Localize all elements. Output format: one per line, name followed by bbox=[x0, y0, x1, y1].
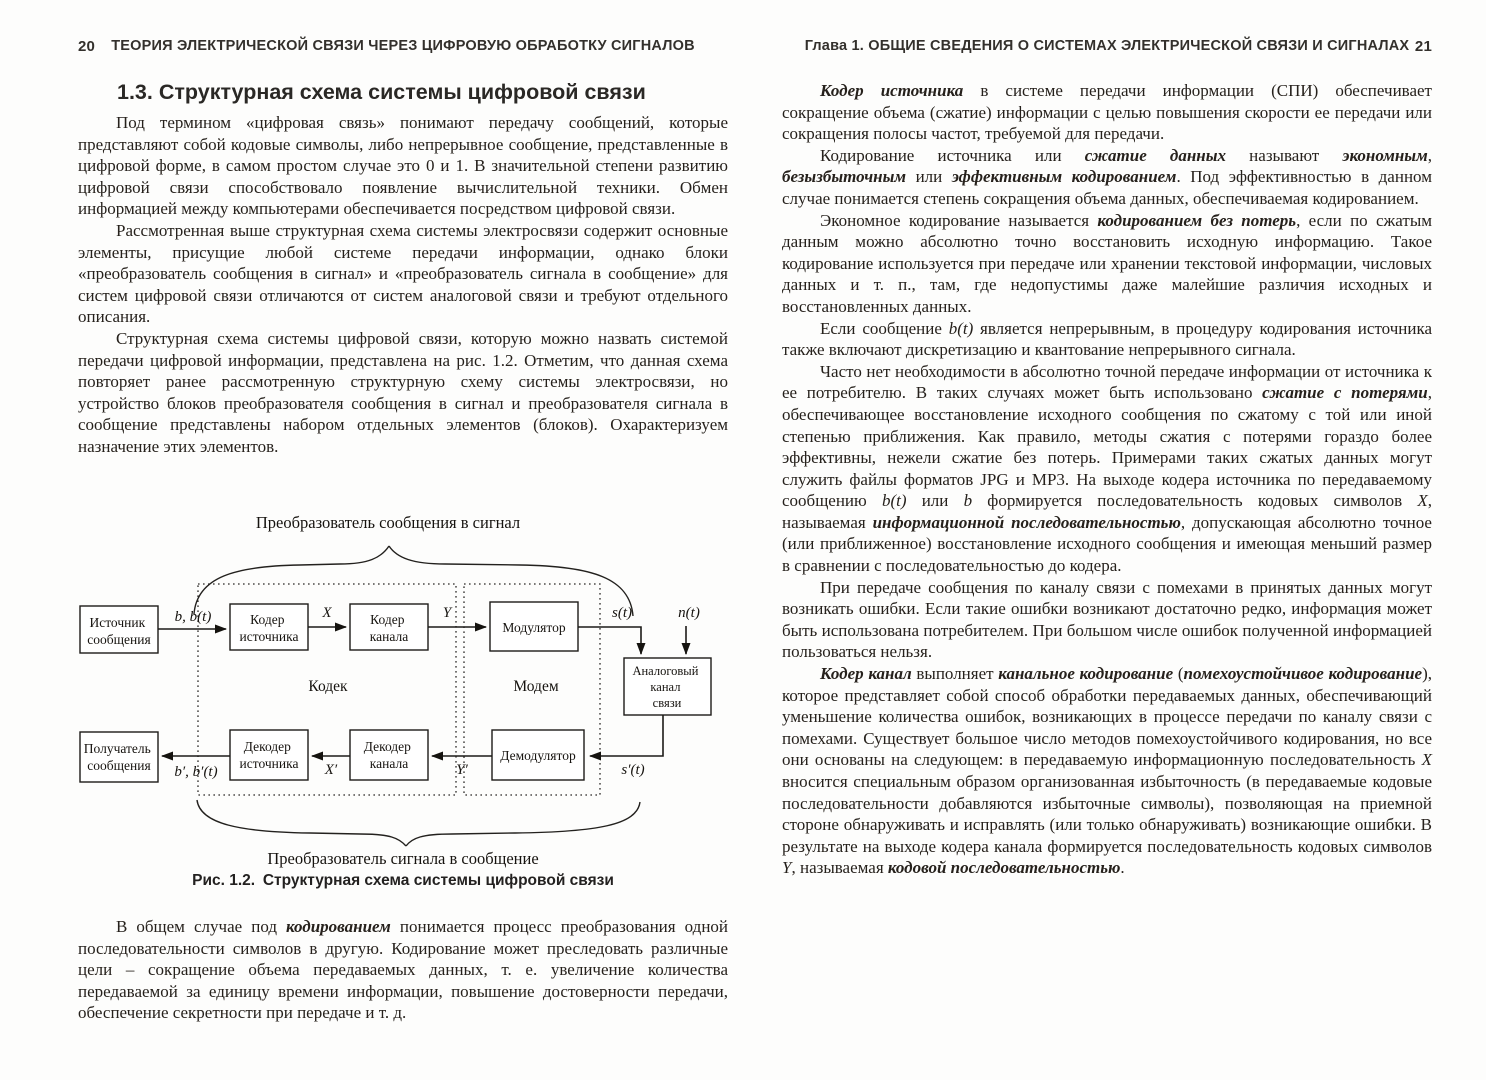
diagram-block-source-coder-label: Кодер источника bbox=[239, 612, 299, 644]
diagram-block-channel-coder-label: Кодер канала bbox=[369, 612, 409, 644]
codec-group-label: Кодек bbox=[308, 678, 348, 695]
paragraph: Структурная схема системы цифровой связи, которую можно назвать системой передачи цифровой информации, представлена на рис. 1.2. Отметим, что данная схема повторяет ранее рассмотренную структурную схему системы электросвязи, но устройство блоков преобразователя сообщения в сигнал и преобразователя сигнала в сообщение представлены набором отдельных элементов (блоков). Охарактеризуем назначение этих элементов. bbox=[78, 328, 728, 456]
signal-label-x: X bbox=[322, 605, 332, 621]
signal-label-output: b′, b′(t) bbox=[174, 764, 218, 780]
paragraph: Кодер источника в системе передачи информации (СПИ) обеспечивает сокращение объема (сжатие) информации с целью повышения скорости ее передачи или сокращения полосы частот, требуемой для передачи. bbox=[782, 81, 1432, 144]
curly-brace-bottom bbox=[197, 800, 406, 846]
right-text-column bbox=[782, 80, 1432, 879]
diagram-block-source-decoder-label: Декодер источника bbox=[239, 739, 299, 771]
section-title: 1.3. Структурная схема системы цифровой связи bbox=[117, 80, 646, 104]
signal-label-s-prime: s′(t) bbox=[621, 762, 645, 778]
left-running-head bbox=[78, 38, 728, 56]
paragraph: Если сообщение b(t) является непрерывным, в процедуру кодирования источника также включают дискретизацию и квантование непрерывного сигнала. bbox=[782, 318, 1432, 360]
paragraph: Рассмотренная выше структурная схема системы электросвязи содержит основные элементы, присущие любой системе передачи информации, однако блоки «преобразователь сообщения в сигнал» и «преобразователь сигнала в сообщение» для систем цифровой связи отличаются от систем аналоговой связи и требуют отдельного описания. bbox=[78, 220, 728, 327]
right-running-head bbox=[782, 38, 1432, 56]
brace-bottom-label: Преобразователь сигнала в сообщение bbox=[267, 849, 539, 868]
wire-channel-to-demodulator bbox=[590, 715, 663, 756]
paragraph: При передаче сообщения по каналу связи с помехами в принятых данных могут возникать ошибки. Если такие ошибки возникают достаточно редко, информация может быть использована потребителем. При большом числе ошибок полученной информацией пользоваться нельзя. bbox=[782, 577, 1432, 662]
diagram-block-receiver bbox=[80, 732, 158, 782]
left-text-column bbox=[78, 112, 728, 458]
signal-label-y-prime: Y′ bbox=[456, 762, 468, 778]
signal-label-input: b, b(t) bbox=[174, 609, 212, 625]
diagram-block-receiver-label: Получатель сообщения bbox=[83, 741, 151, 773]
signal-label-s: s(t) bbox=[612, 605, 632, 621]
diagram-block-modulator-label: Модулятор bbox=[502, 620, 566, 635]
brace-top-label: Преобразователь сообщения в сигнал bbox=[255, 513, 521, 532]
left-text-column-bottom bbox=[78, 916, 728, 1024]
curly-brace-bottom bbox=[406, 802, 640, 846]
paragraph: Кодирование источника или сжатие данных называют экономным, безызбыточным или эффективным кодированием. Под эффективностью в данном случае понимается степень сокращения объема данных, обеспечиваемая кодированием. bbox=[782, 145, 1432, 208]
paragraph: Под термином «цифровая связь» понимают передачу сообщений, которые представляют собой кодовые символы, либо непрерывное сообщение, представленные в цифровой форме, в самом простом случае это 0 и 1. В значительной степени развитию цифровой связи способствовало появление вычислительной техники. Обмен информацией между компьютерами обеспечивается посредством цифровой связи. bbox=[78, 113, 728, 219]
diagram-block-source-label: Источник сообщения bbox=[87, 615, 151, 647]
signal-label-y: Y bbox=[442, 605, 452, 621]
left-page-number: 20 bbox=[78, 38, 96, 55]
signal-label-x-prime: X′ bbox=[324, 762, 338, 778]
right-running-head-title: Глава 1. ОБЩИЕ СВЕДЕНИЯ О СИСТЕМАХ ЭЛЕКТРИЧЕСКОЙ СВЯЗИ И СИГНАЛАХ bbox=[804, 38, 1410, 54]
diagram-block-analog-channel-label: Аналоговый канал связи bbox=[632, 664, 699, 710]
paragraph: Часто нет необходимости в абсолютно точной передаче информации от источника к ее потребителю. В таких случаях может быть использовано сжатие с потерями, обеспечивающее восстановление исходного сообщения по сжатому с той или иной степенью приближения. Как правило, методы сжатия с потерями гораздо более эффективны, нежели сжатие без потерь. Примерами таких сжатых данных могут служить файлы форматов JPG и MP3. На выходе кодера источника по передаваемому сообщению b(t) или b формируется последовательность кодовых символов X, называемая информационной последовательностью, допускающая абсолютно точное (или приближенное) восстановление исходного сообщения и имеющая меньший размер в сравнении с последовательностью до кодера. bbox=[782, 361, 1432, 576]
modem-group-label: Модем bbox=[513, 678, 559, 695]
diagram-block-channel-decoder bbox=[350, 730, 428, 780]
left-running-head-title: ТЕОРИЯ ЭЛЕКТРИЧЕСКОЙ СВЯЗИ ЧЕРЕЗ ЦИФРОВУЮ ОБРАБОТКУ СИГНАЛОВ bbox=[111, 38, 695, 54]
wire-modulator-to-channel bbox=[578, 627, 641, 654]
signal-label-n: n(t) bbox=[678, 605, 700, 621]
paragraph: Кодер канал выполняет канальное кодирование (помехоустойчивое кодирование), которое представляет собой способ обработки передаваемых данных, обеспечивающий уменьшение количества ошибок, возникающих в процессе передачи по каналу связи с помехами. Существует большое число методов помехоустойчивого кодирования, но все они основаны на следующем: в передаваемую информационную последовательность X вносится специальным образом организованная избыточность (в передаваемые кодовые последовательности добавляются избыточные символы), позволяющая на приемной стороне обнаруживать и исправлять (или только обнаруживать) возникающие ошибки. В результате на выходе кодера канала формируется последовательность кодовых символов Y, называемая кодовой последовательностью. bbox=[782, 664, 1432, 878]
figure-caption: Рис. 1.2. Структурная схема системы цифровой связи bbox=[192, 872, 614, 889]
diagram-block-channel-decoder-label: Декодер канала bbox=[363, 739, 411, 771]
diagram-block-source-decoder bbox=[230, 730, 308, 780]
right-page-number: 21 bbox=[1414, 38, 1432, 55]
diagram-block-demodulator-label: Демодулятор bbox=[500, 748, 576, 763]
figure-1-2-diagram bbox=[60, 498, 740, 890]
paragraph: В общем случае под кодированием понимается процесс преобразования одной последовательности символов в другую. Кодирование может преследовать различные цели – сокращение объема передаваемых данных, т. е. увеличение количества передаваемой за единицу времени информации, повышение достоверности передачи, обеспечение секретности при передаче и т. д. bbox=[78, 917, 729, 1023]
paragraph: Экономное кодирование называется кодированием без потерь, если по сжатым данным можно абсолютно точно восстановить исходную информацию. Такое кодирование используется при передаче или хранении текстовой информации, числовых данных и т. п., там, где недопустимы даже малейшие различия исходных и восстановленных данных. bbox=[782, 210, 1433, 316]
